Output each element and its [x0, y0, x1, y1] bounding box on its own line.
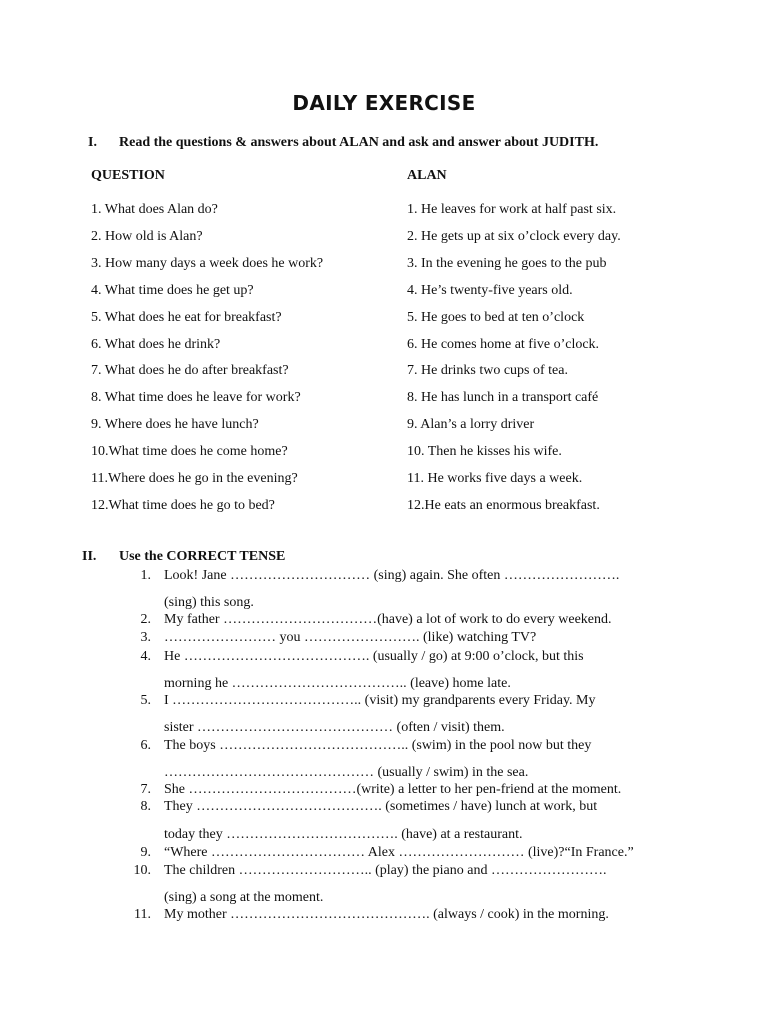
question-item: 10.What time does he come home?	[91, 444, 288, 460]
section-1-number: I.	[88, 135, 97, 150]
exercise-line: My father ……………………………(have) a lot of work to do every weekend.	[164, 612, 612, 627]
answer-item: 3. In the evening he goes to the pub	[407, 255, 607, 271]
answer-item: 10. Then he kisses his wife.	[407, 444, 562, 460]
exercise-line: My mother ……………………………………. (always / cook) in the morning.	[164, 907, 609, 922]
answer-item: 12.He eats an enormous breakfast.	[407, 497, 600, 513]
question-item: 9. Where does he have lunch?	[91, 417, 259, 433]
answer-item: 1. He leaves for work at half past six.	[407, 202, 617, 217]
exercise-line: I ………………………………….. (visit) my grandparents every Friday. My	[164, 693, 596, 708]
page-title: DAILY EXERCISE	[292, 91, 476, 115]
exercise-number: 8.	[140, 799, 151, 814]
answer-item: 5. He goes to bed at ten o’clock	[407, 309, 585, 325]
question-column-header: QUESTION	[91, 168, 165, 183]
question-item: 1. What does Alan do?	[91, 202, 218, 217]
exercise-number: 2.	[140, 612, 151, 627]
section-1-instruction: Read the questions & answers about ALAN and ask and answer about JUDITH.	[119, 135, 599, 150]
exercise-line: The boys ………………………………….. (swim) in the pool now but they	[164, 738, 592, 753]
question-item: 5. What does he eat for breakfast?	[91, 309, 282, 325]
question-item: 4. What time does he get up?	[91, 282, 254, 298]
exercise-line: They …………………………………. (sometimes / have) lunch at work, but	[164, 799, 598, 814]
exercise-number: 10.	[133, 863, 151, 878]
question-item: 6. What does he drink?	[91, 336, 221, 352]
answer-item: 8. He has lunch in a transport café	[407, 390, 599, 406]
exercise-line: She ………………………………(write) a letter to her pen-friend at the moment.	[164, 782, 622, 797]
exercise-line: today they ………………………………. (have) at a restaurant.	[164, 827, 523, 842]
answer-item: 9. Alan’s a lorry driver	[407, 417, 535, 433]
exercise-number: 7.	[140, 782, 151, 797]
exercise-line: He …………………………………. (usually / go) at 9:00 o’clock, but this	[164, 649, 584, 664]
exercise-line: …………………… you ……………………. (like) watching TV?	[164, 630, 537, 645]
answer-item: 11. He works five days a week.	[407, 471, 583, 486]
answer-item: 7. He drinks two cups of tea.	[407, 363, 568, 379]
exercise-number: 3.	[140, 630, 151, 645]
exercise-number: 6.	[140, 738, 151, 753]
exercise-number: 4.	[140, 649, 151, 664]
exercise-line: The children ……………………….. (play) the piano and …………………….	[164, 863, 607, 878]
exercise-line: (sing) this song.	[164, 595, 254, 610]
question-item: 2. How old is Alan?	[91, 228, 203, 244]
question-item: 12.What time does he go to bed?	[91, 497, 275, 513]
section-2-instruction: Use the CORRECT TENSE	[119, 549, 286, 564]
answer-item: 6. He comes home at five o’clock.	[407, 336, 600, 352]
question-item: 3. How many days a week does he work?	[91, 255, 324, 271]
exercise-number: 1.	[140, 568, 151, 583]
section-2-number: II.	[82, 549, 97, 564]
question-item: 8. What time does he leave for work?	[91, 390, 301, 406]
answer-item: 2. He gets up at six o’clock every day.	[407, 228, 621, 244]
exercise-line: Look! Jane ………………………… (sing) again. She often …………………….	[164, 568, 620, 583]
exercise-number: 11.	[134, 907, 151, 922]
question-item: 11.Where does he go in the evening?	[91, 471, 298, 486]
exercise-line: morning he ……………………………….. (leave) home late.	[164, 676, 511, 691]
exercise-line: ……………………………………… (usually / swim) in the sea.	[164, 765, 529, 780]
question-item: 7. What does he do after breakfast?	[91, 363, 289, 379]
exercise-line: sister …………………………………… (often / visit) them.	[164, 720, 505, 735]
exercise-line: “Where …………………………… Alex ……………………… (live)?“In France.”	[164, 845, 634, 860]
answer-column-header: ALAN	[407, 168, 447, 183]
answer-item: 4. He’s twenty-five years old.	[407, 282, 573, 298]
exercise-number: 5.	[140, 693, 151, 708]
exercise-number: 9.	[140, 845, 151, 860]
exercise-line: (sing) a song at the moment.	[164, 890, 324, 905]
